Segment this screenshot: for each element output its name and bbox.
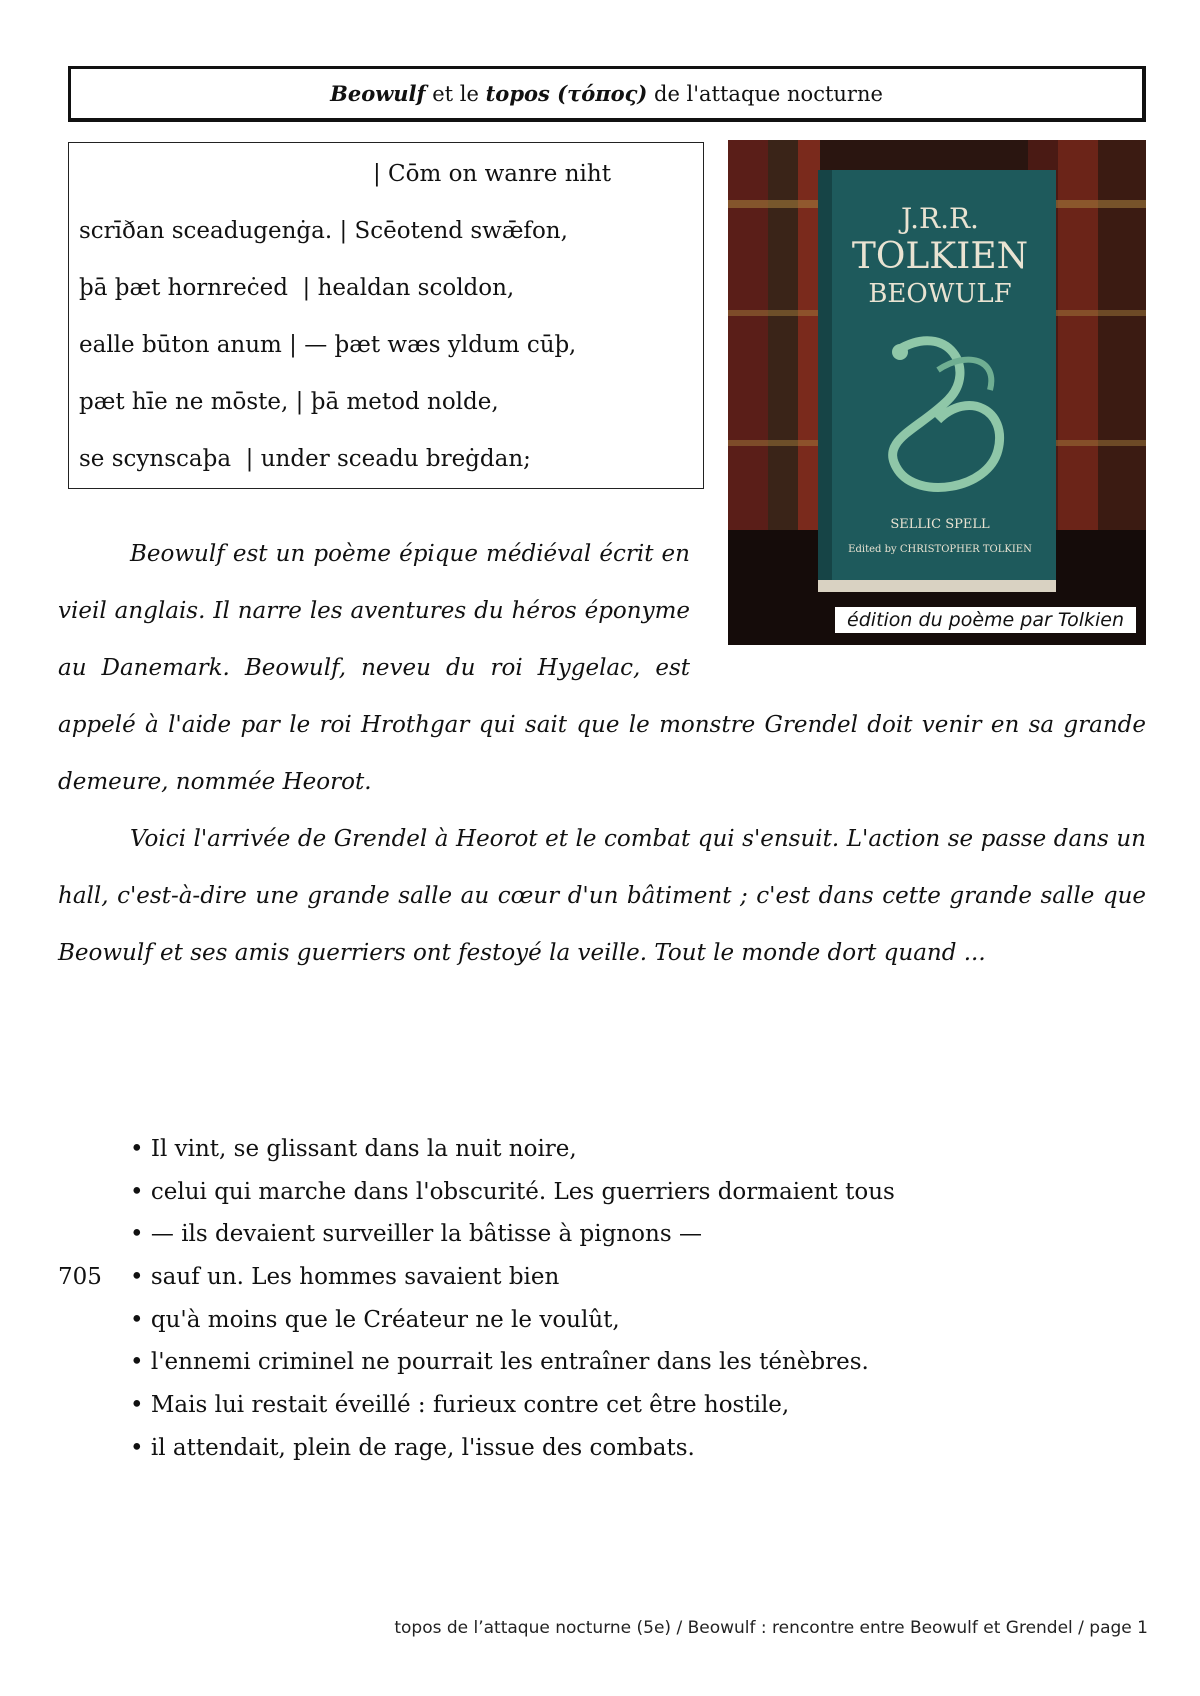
- old-english-line: þā þæt hornreċed | healdan scoldon,: [79, 275, 515, 301]
- old-english-line: se scynscaþa | under sceadu breġdan;: [79, 446, 531, 472]
- cover-editor: Edited by CHRISTOPHER TOLKIEN: [848, 544, 1032, 555]
- intro-paragraph-2: Voici l'arrivée de Grendel à Heorot et le combat qui s'ensuit. L'action se passe dans un hall, c'est-à-dire une grande salle au cœur d'un bâtiment ; c'est dans cette grande salle que Beowulf et ses amis guerriers ont festoyé la veille. Tout le monde dort quand ...: [58, 826, 1146, 966]
- old-english-excerpt: [68, 142, 704, 489]
- verse-number: 705: [58, 1264, 102, 1291]
- introduction-text: [58, 526, 1146, 982]
- translation-line: [58, 1299, 1058, 1342]
- translation-line: [58, 1128, 1058, 1171]
- translation-line: [58, 1256, 1058, 1299]
- translation-line-text: • qu'à moins que le Créateur ne le voulût,: [130, 1306, 620, 1333]
- title-beowulf: Beowulf: [330, 81, 426, 106]
- page-footer: topos de l’attaque nocturne (5e) / Beowulf : rencontre entre Beowulf et Grendel / page 1: [394, 1618, 1148, 1638]
- old-english-line: ealle būton anum | — þæt wæs yldum cūþ,: [79, 332, 577, 358]
- translation-line: [58, 1427, 1058, 1470]
- translation-line: [58, 1213, 1058, 1256]
- french-translation: [58, 1128, 1058, 1470]
- figure-caption: édition du poème par Tolkien: [835, 607, 1136, 633]
- old-english-line: pæt hīe ne mōste, | þā metod nolde,: [79, 389, 499, 415]
- cover-title: BEOWULF: [868, 279, 1012, 309]
- intro-paragraph-1: Beowulf est un poème épique médiéval écrit en vieil anglais. Il narre les aventures du héros éponyme au Danemark. Beowulf, neveu du roi Hygelac, est appelé à l'aide par le roi Hrothgar qui sait que le monstre Grendel doit venir en sa grande demeure, nommée Heorot.: [58, 541, 1146, 795]
- translation-line-text: • sauf un. Les hommes savaient bien: [130, 1264, 560, 1291]
- translation-line: [58, 1341, 1058, 1384]
- translation-line-text: • Mais lui restait éveillé : furieux contre cet être hostile,: [130, 1392, 790, 1419]
- translation-line: [58, 1171, 1058, 1214]
- translation-line-text: • celui qui marche dans l'obscurité. Les guerriers dormaient tous: [130, 1178, 895, 1205]
- title-text-1: et le: [425, 82, 486, 106]
- cover-author-1: J.R.R.: [901, 202, 979, 235]
- document-title: [68, 66, 1146, 122]
- title-topos: topos (τόπος): [485, 81, 648, 106]
- old-english-line: | Cōm on wanre niht: [373, 161, 611, 187]
- translation-line-text: • l'ennemi criminel ne pourrait les entraîner dans les ténèbres.: [130, 1349, 869, 1376]
- old-english-line: scrīðan sceadugenġa. | Scēotend swǣfon,: [79, 218, 568, 244]
- translation-line: [58, 1384, 1058, 1427]
- translation-line-text: • Il vint, se glissant dans la nuit noire,: [130, 1136, 577, 1162]
- translation-line-text: • — ils devaient surveiller la bâtisse à pignons —: [130, 1221, 702, 1248]
- figure-wrap-spacer: [690, 526, 1146, 642]
- translation-line-text: • il attendait, plein de rage, l'issue des combats.: [130, 1434, 695, 1461]
- cover-author-2: TOLKIEN: [851, 236, 1029, 277]
- cover-extra: SELLIC SPELL: [890, 517, 990, 532]
- title-text-2: de l'attaque nocturne: [647, 82, 883, 106]
